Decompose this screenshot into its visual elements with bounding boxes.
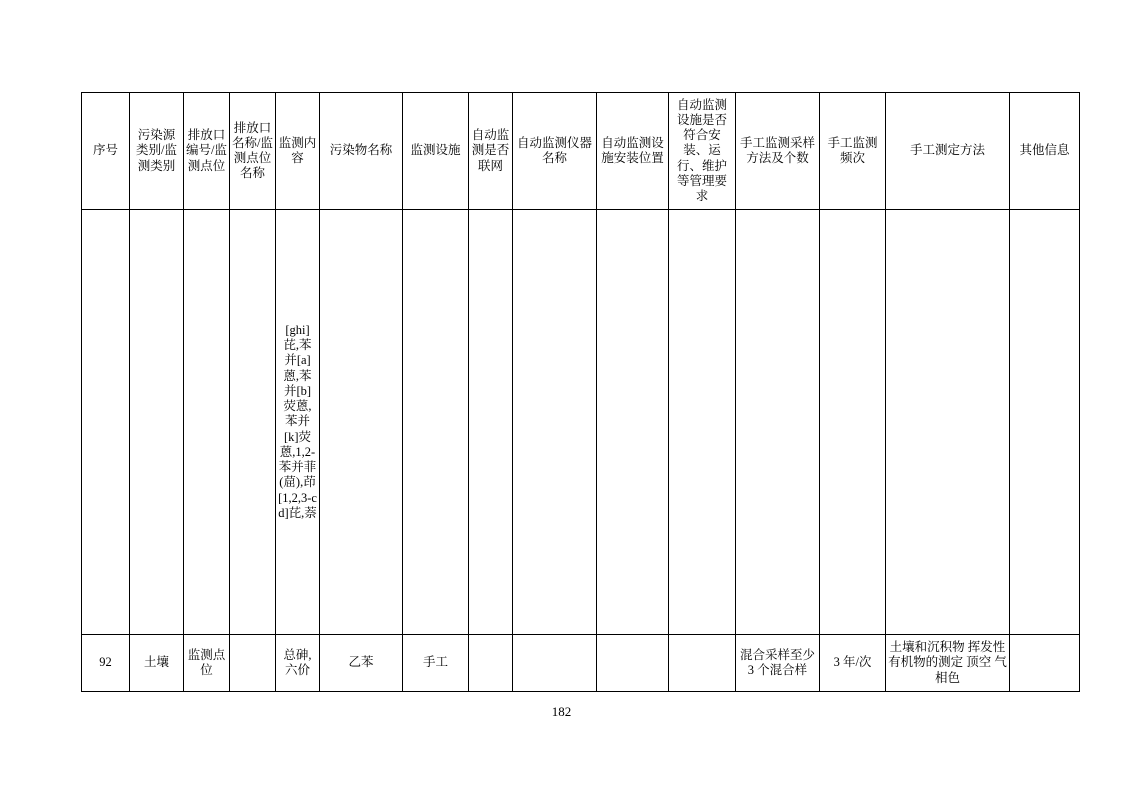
cell-auto-compliance (669, 635, 736, 692)
cell-outlet-code: 监测点位 (184, 635, 230, 692)
cell-auto-instrument-name (513, 635, 597, 692)
cell-manual-measure-method (886, 210, 1010, 635)
cell-manual-frequency: 3 年/次 (820, 635, 886, 692)
cell-pollutant-name (320, 210, 403, 635)
header-cell-manual-sampling-method: 手工监测采样方法及个数 (736, 93, 820, 210)
header-cell-auto-compliance: 自动监测设施是否符合安装、运行、维护等管理要求 (669, 93, 736, 210)
header-cell-source-type: 污染源类别/监测类别 (130, 93, 184, 210)
header-cell-other-info: 其他信息 (1010, 93, 1080, 210)
cell-auto-install-location (597, 210, 669, 635)
cell-manual-sampling-method (736, 210, 820, 635)
cell-outlet-name (230, 210, 276, 635)
cell-manual-sampling-method: 混合采样至少 3 个混合样 (736, 635, 820, 692)
header-cell-monitor-content: 监测内容 (276, 93, 320, 210)
cell-monitor-content: [ghi]芘,苯并[a]蒽,苯并[b]荧蒽,苯并[k]荧蒽,1,2-苯并菲(䓛),茚[1,2,3-cd]芘,萘 (276, 210, 320, 635)
cell-auto-networked (469, 635, 513, 692)
cell-monitor-facility (403, 210, 469, 635)
header-cell-manual-frequency: 手工监测频次 (820, 93, 886, 210)
header-cell-auto-networked: 自动监测是否联网 (469, 93, 513, 210)
header-cell-serial: 序号 (82, 93, 130, 210)
cell-outlet-name (230, 635, 276, 692)
monitoring-plan-table (81, 92, 1080, 692)
cell-outlet-code (184, 210, 230, 635)
cell-other-info (1010, 635, 1080, 692)
header-cell-outlet-name: 排放口名称/监测点位名称 (230, 93, 276, 210)
table-header-row (82, 93, 1080, 210)
header-cell-pollutant-name: 污染物名称 (320, 93, 403, 210)
cell-auto-install-location (597, 635, 669, 692)
cell-monitor-facility: 手工 (403, 635, 469, 692)
cell-pollutant-name: 乙苯 (320, 635, 403, 692)
header-cell-manual-measure-method: 手工测定方法 (886, 93, 1010, 210)
header-cell-auto-install-location: 自动监测设施安装位置 (597, 93, 669, 210)
table-row (82, 635, 1080, 692)
header-cell-auto-instrument-name: 自动监测仪器名称 (513, 93, 597, 210)
cell-serial: 92 (82, 635, 130, 692)
cell-auto-compliance (669, 210, 736, 635)
cell-serial (82, 210, 130, 635)
cell-source-type: 土壤 (130, 635, 184, 692)
cell-auto-instrument-name (513, 210, 597, 635)
cell-auto-networked (469, 210, 513, 635)
header-cell-monitor-facility: 监测设施 (403, 93, 469, 210)
cell-monitor-content: 总砷,六价 (276, 635, 320, 692)
page-number: 182 (551, 704, 572, 719)
cell-manual-measure-method: 土壤和沉积物 挥发性有机物的测定 顶空 气相色 (886, 635, 1010, 692)
header-cell-outlet-code: 排放口编号/监测点位 (184, 93, 230, 210)
cell-other-info (1010, 210, 1080, 635)
cell-source-type (130, 210, 184, 635)
cell-manual-frequency (820, 210, 886, 635)
table-row (82, 210, 1080, 635)
